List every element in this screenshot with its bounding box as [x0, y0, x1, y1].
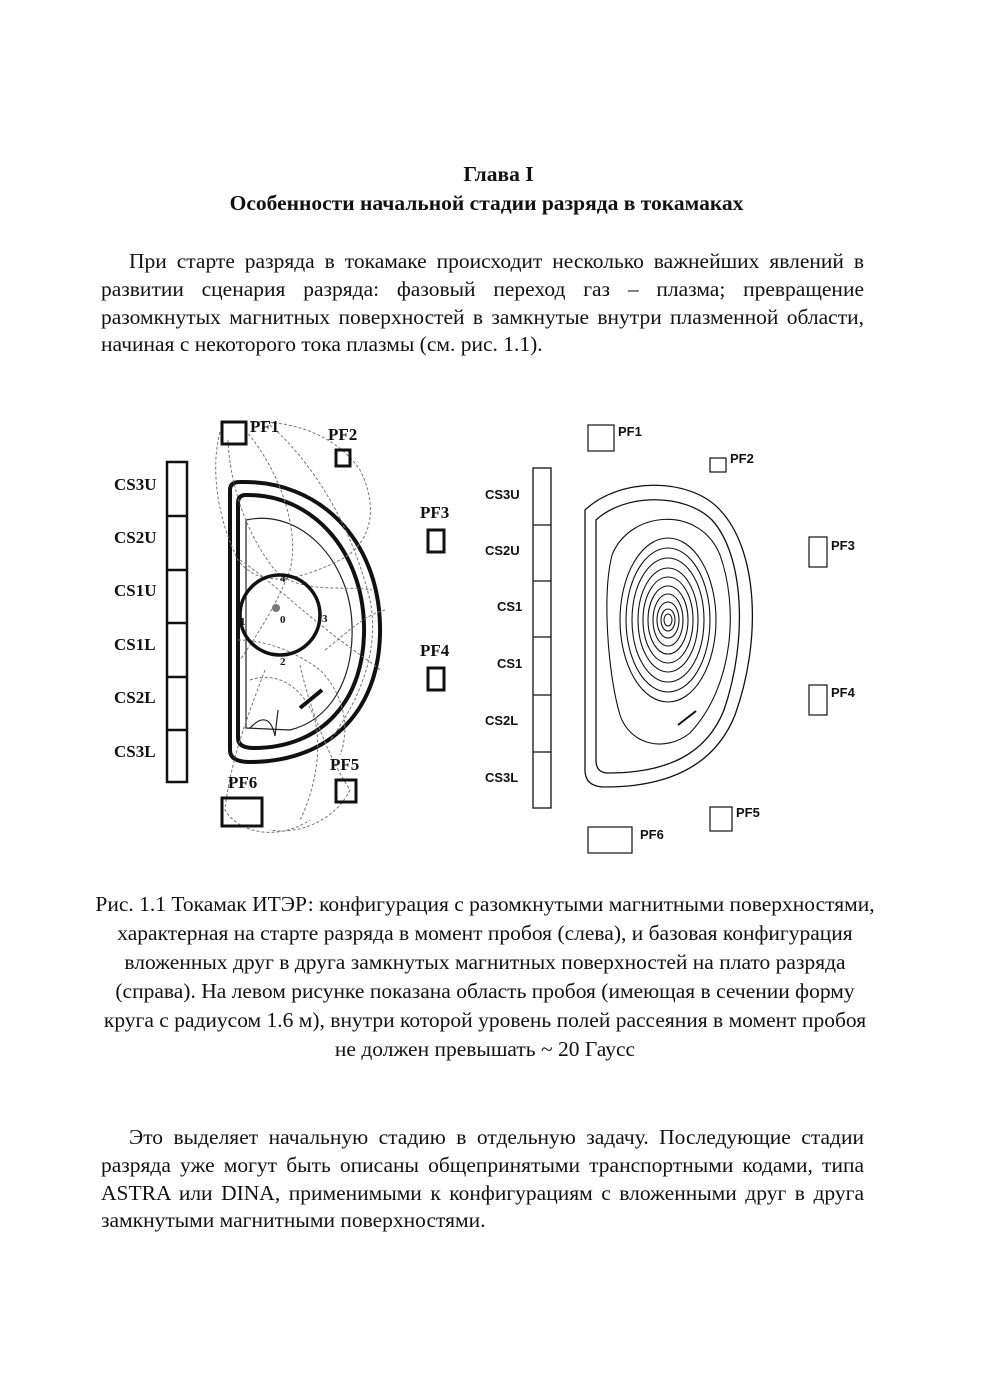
cs-label: CS1L [114, 635, 156, 654]
vacuum-vessel-left [230, 482, 380, 762]
pf-label: PF2 [730, 451, 754, 466]
passive-coil-right [678, 711, 696, 725]
cs-label: CS1 [497, 599, 523, 614]
plasma-center-dot [272, 604, 280, 612]
pf-label: PF6 [640, 827, 664, 842]
cs-stack-right [533, 468, 551, 808]
point-label: 0 [280, 614, 286, 626]
vacuum-vessel-right [585, 485, 752, 787]
cs-label: CS3L [114, 742, 156, 761]
cs-label: CS3U [114, 475, 157, 494]
point-label: 2 [280, 656, 286, 668]
pf-label: PF1 [250, 417, 280, 436]
cs-label: CS2L [114, 688, 156, 707]
pf-label: PF4 [831, 685, 855, 700]
cs-label: CS1U [114, 581, 157, 600]
closed-flux-surfaces [607, 519, 730, 744]
point-label: 3 [322, 613, 328, 625]
pf-label: PF2 [328, 425, 358, 444]
pf-label: PF4 [420, 641, 450, 660]
divertor-left [250, 710, 278, 736]
figure-left-breakdown-configuration [100, 410, 450, 850]
pf-label: PF6 [228, 773, 258, 792]
chapter-number: Глава I [463, 162, 534, 186]
pf-label: PF1 [618, 424, 642, 439]
figure-right-plateau-configuration [480, 415, 880, 860]
pf-label: PF3 [831, 538, 855, 553]
pf-label: PF3 [420, 503, 450, 522]
cs-label: CS2U [485, 543, 520, 558]
figure-left-outer-coils [415, 500, 465, 700]
figure-caption: Рис. 1.1 Токамак ИТЭР: конфигурация с разомкнутыми магнитными поверхностями, характерная на старте разряда в момент пробоя (слева), и базовая конфигурация вложенных друг в друга замкнутых магнитных поверхностей на плато разряда (справа). На левом рисунке показана область пробоя (имеющая в сечении форму круга с радиусом 1.6 м), внутри которой уровень полей рассеяния в момент пробоя не должен превышать ~ 20 Гаусс [95, 892, 875, 1061]
pf-label: PF5 [330, 755, 360, 774]
cs-label: CS3L [485, 770, 519, 785]
point-label: 4 [280, 573, 286, 585]
point-label: 1 [240, 616, 246, 628]
chapter-title: Особенности начальной стадии разряда в токамаках [229, 191, 744, 215]
intro-paragraph: При старте разряда в токамаке происходит несколько важнейших явлений в развитии сценария разряда: фазовый переход газ – плазма; превращение разомкнутых магнитных поверхностей в замкнутые внутри плазменной области, начиная с некоторого тока плазмы (см. рис. 1.1). [101, 249, 864, 357]
cs-label: CS2L [485, 713, 519, 728]
cs-stack-left [167, 462, 187, 782]
pf-label: PF5 [736, 805, 760, 820]
first-wall-left [246, 518, 352, 730]
cs-label: CS3U [485, 487, 520, 502]
cs-label: CS1 [497, 656, 523, 671]
cs-label: CS2U [114, 528, 157, 547]
closing-paragraph: Это выделяет начальную стадию в отдельную задачу. Последующие стадии разряда уже могут быть описаны общепринятыми транспортными кодами, типа ASTRA или DINA, применимыми к конфигурациям с вложенными друг в друга замкнутыми магнитными поверхностями. [101, 1125, 864, 1233]
